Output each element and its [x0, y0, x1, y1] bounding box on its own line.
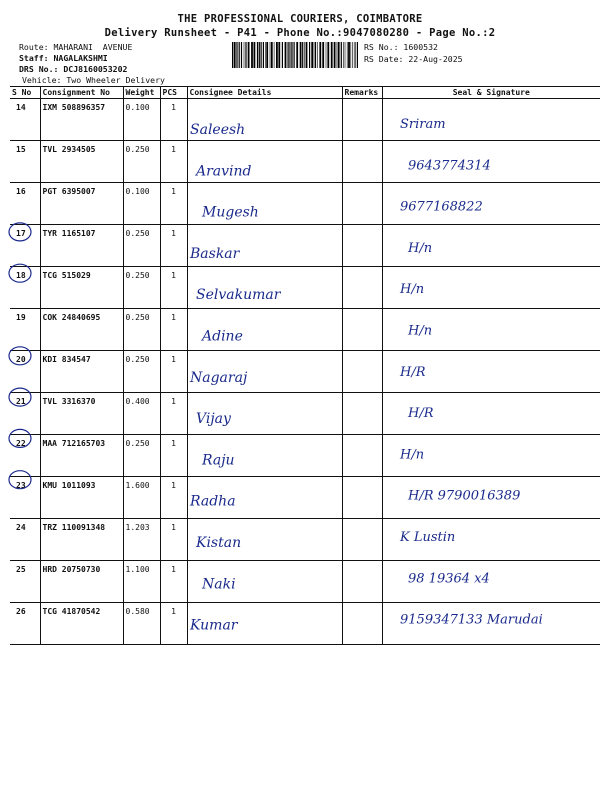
pcs-cell: 1 — [160, 99, 187, 141]
pcs-cell: 1 — [160, 519, 187, 561]
consignee-handwriting: Kumar — [190, 617, 238, 634]
barcode-bar — [251, 42, 253, 68]
barcode-bar — [337, 42, 338, 68]
barcode-bar — [343, 42, 344, 68]
remarks-cell — [342, 603, 382, 645]
consignee-handwriting: Aravind — [196, 163, 252, 180]
consignment-number: TRZ 110091348 — [40, 519, 123, 561]
seal-cell — [382, 603, 600, 645]
weight-cell: 0.250 — [123, 267, 160, 309]
barcode-bar — [341, 42, 342, 68]
barcode-bar — [351, 42, 352, 68]
consignee-cell — [187, 141, 342, 183]
col-header-remarks: Remarks — [342, 87, 382, 99]
consignee-cell — [187, 477, 342, 519]
route-label: Route: MAHARANI AVENUE — [19, 42, 133, 52]
consignment-number: TYR 1165107 — [40, 225, 123, 267]
seal-signature-handwriting: H/n — [400, 447, 425, 463]
seal-signature-handwriting: 9159347133 Marudai — [400, 612, 543, 628]
barcode-bar — [300, 42, 302, 68]
consignment-number: PGT 6395007 — [40, 183, 123, 225]
runsheet-subtitle: Delivery Runsheet - P41 - Phone No.:9047080280 - Page No.:2 — [104, 27, 496, 39]
pcs-cell: 1 — [160, 393, 187, 435]
seal-cell — [382, 225, 600, 267]
col-header-seal: Seal & Signature — [382, 87, 600, 99]
table-header-row — [10, 87, 600, 99]
table-row — [10, 477, 600, 519]
sno-cell: 23 — [10, 477, 40, 519]
weight-cell: 0.100 — [123, 99, 160, 141]
remarks-cell — [342, 435, 382, 477]
consignee-cell — [187, 561, 342, 603]
sno-cell: 15 — [10, 141, 40, 183]
weight-cell: 0.250 — [123, 225, 160, 267]
consignee-handwriting: Raju — [202, 452, 235, 469]
seal-signature-handwriting: 9643774314 — [408, 158, 491, 174]
staff-label: Staff: NAGALAKSHMI — [19, 53, 108, 63]
barcode-bar — [271, 42, 273, 68]
consignment-number: TCG 41870542 — [40, 603, 123, 645]
consignee-handwriting: Mugesh — [202, 204, 259, 221]
barcode-bar — [265, 42, 266, 68]
seal-signature-handwriting: Sriram — [400, 117, 446, 132]
consignee-cell — [187, 393, 342, 435]
sno-cell: 17 — [10, 225, 40, 267]
consignment-number: TVL 3316370 — [40, 393, 123, 435]
consignee-handwriting: Adine — [202, 328, 243, 345]
col-header-pcs: PCS — [160, 87, 187, 99]
barcode-bar — [248, 42, 250, 68]
col-header-consignee: Consignee Details — [187, 87, 342, 99]
table-row — [10, 561, 600, 603]
remarks-cell — [342, 183, 382, 225]
barcode-bar — [288, 42, 289, 68]
consignment-number: TVL 2934505 — [40, 141, 123, 183]
seal-cell — [382, 519, 600, 561]
barcode-bar — [285, 42, 287, 68]
weight-cell: 1.600 — [123, 477, 160, 519]
seal-signature-handwriting: H/n — [400, 282, 425, 298]
sno-cell: 24 — [10, 519, 40, 561]
consignee-cell — [187, 225, 342, 267]
consignment-number: HRD 20750730 — [40, 561, 123, 603]
barcode-bar — [263, 42, 264, 68]
table-row — [10, 435, 600, 477]
barcode-bar — [306, 42, 308, 68]
seal-cell — [382, 477, 600, 519]
barcode-image — [232, 42, 358, 68]
barcode-bar — [282, 42, 283, 68]
seal-cell — [382, 141, 600, 183]
seal-cell — [382, 99, 600, 141]
remarks-cell — [342, 477, 382, 519]
seal-cell — [382, 351, 600, 393]
sno-cell: 16 — [10, 183, 40, 225]
consignee-handwriting: Nagaraj — [190, 369, 248, 386]
barcode-bar — [292, 42, 293, 68]
barcode-bar — [345, 42, 346, 68]
barcode-bar — [254, 42, 256, 68]
barcode-bar — [347, 42, 348, 68]
table-row — [10, 309, 600, 351]
consignee-cell — [187, 519, 342, 561]
consignee-cell — [187, 351, 342, 393]
seal-signature-handwriting: H/R 9790016389 — [408, 488, 521, 504]
consignment-number: IXM 508896357 — [40, 99, 123, 141]
pcs-cell: 1 — [160, 141, 187, 183]
barcode-bar — [319, 42, 321, 68]
vehicle-label: Vehicle: Two Wheeler Delivery — [22, 75, 165, 85]
table-row — [10, 393, 600, 435]
remarks-cell — [342, 141, 382, 183]
table-row — [10, 141, 600, 183]
barcode-bar — [334, 42, 336, 68]
seal-cell — [382, 183, 600, 225]
remarks-cell — [342, 393, 382, 435]
sno-cell: 18 — [10, 267, 40, 309]
consignee-cell — [187, 309, 342, 351]
barcode-bar — [326, 42, 327, 68]
barcode-bar — [276, 42, 278, 68]
pcs-cell: 1 — [160, 603, 187, 645]
col-header-weight: Weight — [123, 87, 160, 99]
barcode-bar — [291, 42, 292, 68]
consignee-handwriting: Baskar — [190, 245, 240, 262]
barcode-bar — [278, 42, 280, 68]
consignee-handwriting: Naki — [202, 576, 236, 593]
barcode-bar — [331, 42, 333, 68]
remarks-cell — [342, 225, 382, 267]
table-row — [10, 603, 600, 645]
weight-cell: 0.580 — [123, 603, 160, 645]
barcode-bar — [317, 42, 318, 68]
table-row — [10, 351, 600, 393]
barcode-bar — [294, 42, 295, 68]
seal-cell — [382, 309, 600, 351]
barcode-bar — [257, 42, 258, 68]
remarks-cell — [342, 99, 382, 141]
sno-cell: 22 — [10, 435, 40, 477]
barcode-bar — [315, 42, 316, 68]
barcode-bar — [239, 42, 240, 68]
table-row — [10, 183, 600, 225]
barcode-bar — [296, 42, 298, 68]
seal-signature-handwriting: K Lustin — [400, 530, 456, 545]
weight-cell: 1.100 — [123, 561, 160, 603]
seal-signature-handwriting: 9677168822 — [400, 199, 483, 215]
table-row — [10, 519, 600, 561]
barcode-bar — [266, 42, 268, 68]
col-header-consignment: Consignment No — [40, 87, 123, 99]
pcs-cell: 1 — [160, 561, 187, 603]
pcs-cell: 1 — [160, 477, 187, 519]
barcode-bar — [289, 42, 290, 68]
consignee-cell — [187, 603, 342, 645]
pcs-cell: 1 — [160, 267, 187, 309]
consignee-cell — [187, 99, 342, 141]
sno-cell: 14 — [10, 99, 40, 141]
remarks-cell — [342, 351, 382, 393]
seal-cell — [382, 561, 600, 603]
barcode-bar — [314, 42, 315, 68]
barcode-bar — [236, 42, 237, 68]
remarks-cell — [342, 519, 382, 561]
remarks-cell — [342, 267, 382, 309]
barcode-bar — [322, 42, 324, 68]
barcode-bar — [245, 42, 246, 68]
seal-signature-handwriting: H/n — [408, 323, 433, 339]
barcode-bar — [352, 42, 353, 68]
sno-cell: 19 — [10, 309, 40, 351]
pcs-cell: 1 — [160, 435, 187, 477]
table-row — [10, 99, 600, 141]
seal-signature-handwriting: H/R — [408, 406, 434, 422]
consignee-handwriting: Saleesh — [190, 122, 246, 138]
barcode-bar — [234, 42, 236, 68]
barcode-bar — [302, 42, 303, 68]
drs-number: DRS No.: DCJ8160053202 — [19, 64, 128, 74]
consignee-cell — [187, 183, 342, 225]
barcode-bar — [244, 42, 245, 68]
consignment-number: KDI 834547 — [40, 351, 123, 393]
barcode-bar — [357, 42, 358, 68]
weight-cell: 0.250 — [123, 351, 160, 393]
barcode-bar — [241, 42, 242, 68]
consignee-handwriting: Kistan — [196, 535, 242, 551]
consignment-number: TCG 515029 — [40, 267, 123, 309]
barcode-bar — [355, 42, 356, 68]
barcode-bar — [309, 42, 310, 68]
barcode-bar — [348, 42, 350, 68]
weight-cell: 0.250 — [123, 141, 160, 183]
consignment-number: MAA 712165703 — [40, 435, 123, 477]
sno-cell: 20 — [10, 351, 40, 393]
weight-cell: 0.250 — [123, 435, 160, 477]
sno-cell: 25 — [10, 561, 40, 603]
consignee-cell — [187, 267, 342, 309]
barcode-bar — [354, 42, 355, 68]
seal-cell — [382, 435, 600, 477]
pcs-cell: 1 — [160, 225, 187, 267]
seal-cell — [382, 267, 600, 309]
barcode-bar — [327, 42, 329, 68]
pcs-cell: 1 — [160, 309, 187, 351]
pcs-cell: 1 — [160, 183, 187, 225]
barcode-bar — [274, 42, 275, 68]
consignment-number: COK 24840695 — [40, 309, 123, 351]
col-header-sno: S No — [10, 87, 40, 99]
remarks-cell — [342, 561, 382, 603]
sno-cell: 21 — [10, 393, 40, 435]
pcs-cell: 1 — [160, 351, 187, 393]
runsheet-table — [10, 86, 600, 645]
barcode-bar — [304, 42, 305, 68]
consignment-number: KMU 1011093 — [40, 477, 123, 519]
seal-signature-handwriting: H/R — [400, 364, 426, 380]
rs-number: RS No.: 1600532 — [364, 42, 438, 52]
seal-signature-handwriting: H/n — [408, 240, 433, 256]
table-row — [10, 225, 600, 267]
barcode-bar — [338, 42, 340, 68]
consignee-cell — [187, 435, 342, 477]
barcode-bar — [259, 42, 260, 68]
weight-cell: 0.100 — [123, 183, 160, 225]
seal-cell — [382, 393, 600, 435]
table-row — [10, 267, 600, 309]
consignee-handwriting: Radha — [190, 493, 236, 510]
barcode-bar — [237, 42, 238, 68]
barcode-bar — [232, 42, 233, 68]
weight-cell: 0.400 — [123, 393, 160, 435]
consignee-handwriting: Selvakumar — [196, 287, 281, 304]
barcode-bar — [261, 42, 262, 68]
document-title: THE PROFESSIONAL COURIERS, COIMBATORE — [177, 13, 423, 25]
weight-cell: 1.203 — [123, 519, 160, 561]
rs-date: RS Date: 22-Aug-2025 — [364, 54, 463, 64]
remarks-cell — [342, 309, 382, 351]
weight-cell: 0.250 — [123, 309, 160, 351]
sno-cell: 26 — [10, 603, 40, 645]
barcode-bar — [311, 42, 313, 68]
barcode-bar — [270, 42, 271, 68]
consignee-handwriting: Vijay — [196, 411, 231, 428]
seal-signature-handwriting: 98 19364 x4 — [408, 571, 490, 587]
